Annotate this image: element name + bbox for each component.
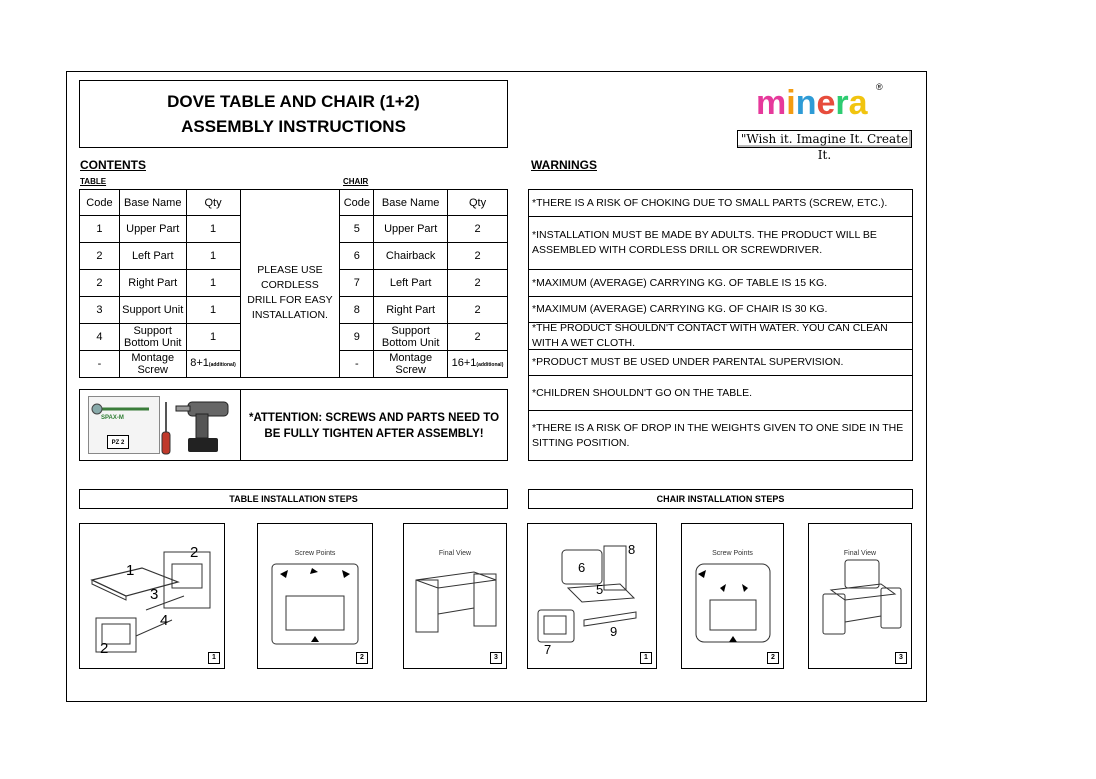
logo-letter: r (835, 84, 849, 122)
logo-letter: i (786, 84, 796, 122)
table-label: TABLE (80, 177, 107, 186)
chair-row-name: Right Part (374, 297, 448, 324)
table-row-code: 2 (80, 243, 120, 270)
warning-item: *THERE IS A RISK OF CHOKING DUE TO SMALL PARTS (SCREW, ETC.). (529, 190, 912, 217)
table-row-name: Support Unit (119, 297, 186, 324)
step-number: 2 (767, 652, 779, 664)
table-row-qty: 1 (186, 324, 240, 351)
minera-logo (756, 84, 868, 123)
chair-row-name: Upper Part (374, 216, 448, 243)
chair-step-3 (808, 523, 912, 669)
part-number: 1 (126, 562, 135, 579)
contents-table (79, 189, 508, 378)
drill-note: PLEASE USE CORDLESS DRILL FOR EASY INSTALLATION. (240, 190, 340, 378)
screw-brand: SPAX-M (101, 415, 124, 421)
table-row-name: Support Bottom Unit (119, 324, 186, 351)
chair-step-2-drawing (682, 524, 783, 668)
warning-item: *THE PRODUCT SHOULDN'T CONTACT WITH WATER. YOU CAN CLEAN WITH A WET CLOTH. (529, 323, 912, 350)
warning-item: *MAXIMUM (AVERAGE) CARRYING KG. OF CHAIR IS 30 KG. (529, 297, 912, 323)
chair-row-name: Left Part (374, 270, 448, 297)
warnings-heading: WARNINGS (531, 158, 597, 172)
screw-icon (92, 404, 149, 414)
cordless-drill-icon (176, 402, 228, 452)
warning-item: *THERE IS A RISK OF DROP IN THE WEIGHTS GIVEN TO ONE SIDE IN THE SITTING POSITION. (532, 421, 904, 449)
chair-row-code: 5 (340, 216, 374, 243)
title-box (79, 80, 508, 148)
table-step-2 (257, 523, 373, 669)
table-row-code: 4 (80, 324, 120, 351)
warning-item: *PRODUCT MUST BE USED UNDER PARENTAL SUPERVISION. (529, 350, 912, 376)
table-row-qty: 1 (186, 270, 240, 297)
logo-letter: m (756, 84, 787, 122)
chair-row-code: 8 (340, 297, 374, 324)
part-number: 7 (544, 642, 552, 657)
table-row-qty: 8+1(additional) (186, 351, 240, 378)
chair-row-name: Montage Screw (374, 351, 448, 378)
chair-row-qty: 2 (448, 216, 508, 243)
chair-step-2 (681, 523, 784, 669)
part-number: 4 (160, 612, 169, 629)
final-view-label: Final View (843, 550, 877, 557)
logo-letter: n (795, 84, 817, 122)
table-steps-heading: TABLE INSTALLATION STEPS (79, 489, 508, 509)
part-number: 3 (150, 586, 159, 603)
table-step-1 (79, 523, 225, 669)
step-number: 3 (895, 652, 907, 664)
warning-item: *MAXIMUM (AVERAGE) CARRYING KG. OF TABLE IS 15 KG. (529, 270, 912, 297)
chair-row-qty: 2 (448, 297, 508, 324)
table-row-qty: 1 (186, 216, 240, 243)
warning-item: *INSTALLATION MUST BE MADE BY ADULTS. THE PRODUCT WILL BE ASSEMBLED WITH CORDLESS DRILL OR SCREWDRIVER. (529, 217, 912, 270)
table-row-name: Left Part (119, 243, 186, 270)
part-number: 6 (578, 560, 586, 575)
chair-row-qty: 2 (448, 270, 508, 297)
chair-steps-heading: CHAIR INSTALLATION STEPS (528, 489, 913, 509)
part-number: 8 (628, 542, 636, 557)
screw-image (88, 396, 160, 454)
bit-label: PZ 2 (107, 435, 129, 449)
registered-mark: ® (876, 82, 883, 92)
chair-qty-header: Qty (448, 190, 508, 216)
chair-row-qty: 2 (448, 243, 508, 270)
chair-row-code: - (340, 351, 374, 378)
chair-row-code: 9 (340, 324, 374, 351)
table-row-code: 2 (80, 270, 120, 297)
table-row-name: Montage Screw (119, 351, 186, 378)
chair-name-header: Base Name (374, 190, 448, 216)
part-number: 2 (100, 640, 109, 657)
chair-step-3-drawing (809, 524, 911, 668)
title-line2: ASSEMBLY INSTRUCTIONS (181, 117, 406, 136)
table-step-3-drawing (404, 524, 506, 668)
table-step-2-drawing (258, 524, 372, 668)
contents-heading: CONTENTS (80, 158, 146, 172)
chair-row-code: 6 (340, 243, 374, 270)
chair-label: CHAIR (343, 177, 369, 186)
tagline: "Wish it. Imagine It. Create It. (737, 130, 912, 148)
table-row-qty: 1 (186, 297, 240, 324)
step-number: 3 (490, 652, 502, 664)
step-number: 2 (356, 652, 368, 664)
table-row-code: 1 (80, 216, 120, 243)
logo-letter: e (816, 84, 836, 122)
table-qty-header: Qty (186, 190, 240, 216)
table-row-name: Upper Part (119, 216, 186, 243)
logo-letter: a (848, 84, 868, 122)
part-number: 5 (596, 582, 604, 597)
step-number: 1 (208, 652, 220, 664)
table-row-name: Right Part (119, 270, 186, 297)
table-row-code: - (80, 351, 120, 378)
warnings-box (528, 189, 913, 461)
tools-illustration (152, 394, 238, 458)
step-number: 1 (640, 652, 652, 664)
table-row-qty: 1 (186, 243, 240, 270)
final-view-label: Final View (438, 550, 472, 557)
attention-text: *ATTENTION: SCREWS AND PARTS NEED TO BE FULLY TIGHTEN AFTER ASSEMBLY! (248, 412, 500, 440)
chair-code-header: Code (340, 190, 374, 216)
tools-box (79, 389, 508, 461)
part-number: 2 (190, 544, 199, 561)
screw-points-label: Screw Points (294, 550, 336, 557)
screw-points-label: Screw Points (712, 550, 753, 557)
table-step-3 (403, 523, 507, 669)
chair-row-qty: 2 (448, 324, 508, 351)
chair-row-qty: 16+1(additional) (448, 351, 508, 378)
table-code-header: Code (80, 190, 120, 216)
part-number: 9 (610, 624, 618, 639)
chair-step-1 (527, 523, 657, 669)
screwdriver-icon (162, 402, 170, 454)
chair-row-code: 7 (340, 270, 374, 297)
warning-item: *CHILDREN SHOULDN'T GO ON THE TABLE. (529, 376, 912, 411)
table-name-header: Base Name (119, 190, 186, 216)
chair-row-name: Chairback (374, 243, 448, 270)
title-line1: DOVE TABLE AND CHAIR (1+2) (167, 92, 420, 111)
chair-row-name: Support Bottom Unit (374, 324, 448, 351)
table-row-code: 3 (80, 297, 120, 324)
